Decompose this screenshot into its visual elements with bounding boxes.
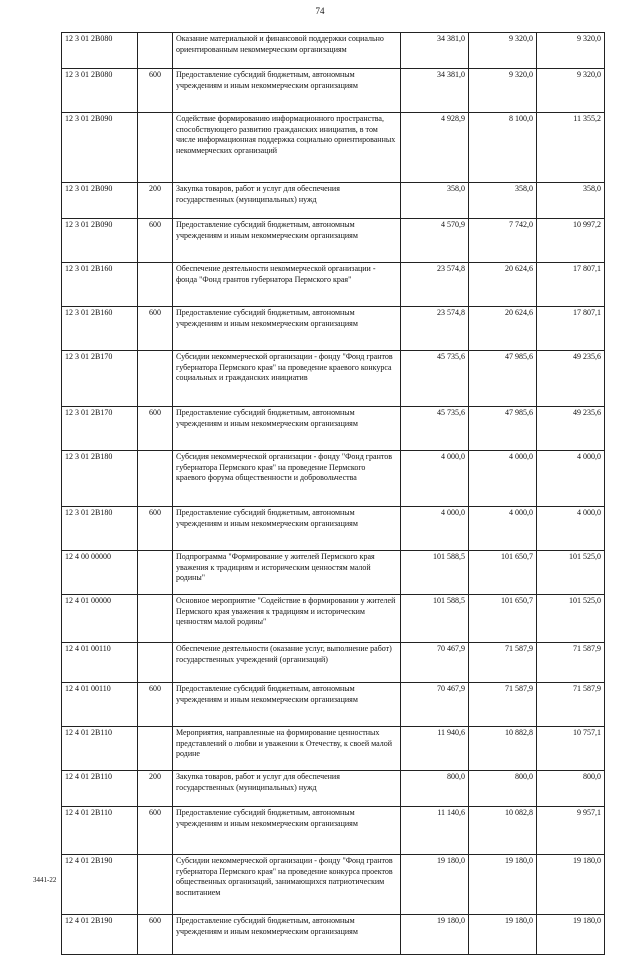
expense-type-cell (138, 727, 173, 771)
table-row (62, 113, 605, 183)
item-name-cell: Оказание материальной и финансовой поддержки социально ориентированным некоммерческим организациям (173, 33, 401, 69)
item-name-cell: Предоставление субсидий бюджетным, автономным учреждениям и иным некоммерческим организациям (173, 69, 401, 113)
item-name-cell: Мероприятия, направленные на формирование ценностных представлений о любви и уважении к Отечеству, к своей малой родине (173, 727, 401, 771)
amount-year-1-cell: 45 735,6 (401, 407, 469, 451)
table-row (62, 507, 605, 551)
table-row (62, 451, 605, 507)
amount-year-1-cell: 19 180,0 (401, 855, 469, 915)
target-code-cell: 12 4 01 2B190 (62, 855, 138, 915)
amount-year-1-cell: 358,0 (401, 183, 469, 219)
item-name-cell: Закупка товаров, работ и услуг для обеспечения государственных (муниципальных) нужд (173, 771, 401, 807)
amount-year-3-cell: 49 235,6 (537, 351, 605, 407)
amount-year-3-cell: 10 757,1 (537, 727, 605, 771)
target-code-cell: 12 4 00 00000 (62, 551, 138, 595)
table-row (62, 727, 605, 771)
expense-type-cell: 600 (138, 69, 173, 113)
amount-year-2-cell: 9 320,0 (469, 69, 537, 113)
expense-type-cell (138, 643, 173, 683)
amount-year-1-cell: 4 928,9 (401, 113, 469, 183)
amount-year-2-cell: 358,0 (469, 183, 537, 219)
amount-year-3-cell: 19 180,0 (537, 855, 605, 915)
target-code-cell: 12 4 01 00000 (62, 595, 138, 643)
target-code-cell: 12 3 01 2B080 (62, 69, 138, 113)
item-name-cell: Предоставление субсидий бюджетным, автономным учреждениям и иным некоммерческим организациям (173, 683, 401, 727)
item-name-cell: Предоставление субсидий бюджетным, автономным учреждениям и иным некоммерческим организациям (173, 219, 401, 263)
target-code-cell: 12 3 01 2B170 (62, 407, 138, 451)
amount-year-2-cell: 4 000,0 (469, 451, 537, 507)
amount-year-2-cell: 10 882,8 (469, 727, 537, 771)
amount-year-3-cell: 9 957,1 (537, 807, 605, 855)
amount-year-3-cell: 358,0 (537, 183, 605, 219)
target-code-cell: 12 3 01 2B180 (62, 451, 138, 507)
target-code-cell: 12 3 01 2B080 (62, 33, 138, 69)
table-row (62, 855, 605, 915)
table-row (62, 183, 605, 219)
page-number: 74 (315, 6, 325, 16)
item-name-cell: Предоставление субсидий бюджетным, автономным учреждениям и иным некоммерческим организациям (173, 507, 401, 551)
amount-year-1-cell: 70 467,9 (401, 683, 469, 727)
target-code-cell: 12 4 01 2B110 (62, 727, 138, 771)
amount-year-2-cell: 10 082,8 (469, 807, 537, 855)
target-code-cell: 12 3 01 2B170 (62, 351, 138, 407)
amount-year-3-cell: 800,0 (537, 771, 605, 807)
item-name-cell: Обеспечение деятельности (оказание услуг, выполнение работ) государственных учреждений (организаций) (173, 643, 401, 683)
item-name-cell: Предоставление субсидий бюджетным, автономным учреждениям и иным некоммерческим организациям (173, 307, 401, 351)
amount-year-2-cell: 19 180,0 (469, 855, 537, 915)
amount-year-3-cell: 9 320,0 (537, 69, 605, 113)
expense-type-cell: 600 (138, 683, 173, 727)
amount-year-2-cell: 101 650,7 (469, 551, 537, 595)
amount-year-3-cell: 49 235,6 (537, 407, 605, 451)
amount-year-1-cell: 34 381,0 (401, 33, 469, 69)
item-name-cell: Предоставление субсидий бюджетным, автономным учреждениям и иным некоммерческим организациям (173, 807, 401, 855)
amount-year-2-cell: 20 624,6 (469, 263, 537, 307)
amount-year-1-cell: 70 467,9 (401, 643, 469, 683)
item-name-cell: Субсидия некоммерческой организации - фонду "Фонд грантов губернатора Пермского края" на проведение Пермского краевого форума общественности и добровольчества (173, 451, 401, 507)
target-code-cell: 12 3 01 2B090 (62, 113, 138, 183)
amount-year-1-cell: 45 735,6 (401, 351, 469, 407)
expense-type-cell (138, 551, 173, 595)
amount-year-2-cell: 19 180,0 (469, 915, 537, 955)
amount-year-3-cell: 4 000,0 (537, 451, 605, 507)
expense-type-cell (138, 855, 173, 915)
amount-year-3-cell: 10 997,2 (537, 219, 605, 263)
table-row (62, 351, 605, 407)
amount-year-1-cell: 101 588,5 (401, 551, 469, 595)
amount-year-2-cell: 800,0 (469, 771, 537, 807)
amount-year-3-cell: 17 807,1 (537, 263, 605, 307)
amount-year-3-cell: 4 000,0 (537, 507, 605, 551)
amount-year-3-cell: 101 525,0 (537, 595, 605, 643)
table-row (62, 595, 605, 643)
target-code-cell: 12 4 01 00110 (62, 683, 138, 727)
amount-year-2-cell: 9 320,0 (469, 33, 537, 69)
expense-type-cell (138, 451, 173, 507)
table-row (62, 219, 605, 263)
target-code-cell: 12 4 01 2B110 (62, 807, 138, 855)
amount-year-3-cell: 17 807,1 (537, 307, 605, 351)
table-row (62, 263, 605, 307)
table-row (62, 915, 605, 955)
amount-year-1-cell: 800,0 (401, 771, 469, 807)
amount-year-1-cell: 4 570,9 (401, 219, 469, 263)
amount-year-2-cell: 101 650,7 (469, 595, 537, 643)
expense-type-cell: 600 (138, 507, 173, 551)
table-row (62, 643, 605, 683)
amount-year-1-cell: 101 588,5 (401, 595, 469, 643)
amount-year-3-cell: 71 587,9 (537, 643, 605, 683)
amount-year-1-cell: 23 574,8 (401, 263, 469, 307)
target-code-cell: 12 3 01 2B160 (62, 307, 138, 351)
amount-year-3-cell: 19 180,0 (537, 915, 605, 955)
amount-year-2-cell: 4 000,0 (469, 507, 537, 551)
amount-year-2-cell: 8 100,0 (469, 113, 537, 183)
table-row (62, 771, 605, 807)
expense-type-cell: 600 (138, 915, 173, 955)
target-code-cell: 12 3 01 2B180 (62, 507, 138, 551)
target-code-cell: 12 3 01 2B090 (62, 219, 138, 263)
item-name-cell: Подпрограмма "Формирование у жителей Пермского края уважения к традициям и историческим ценностям малой родины" (173, 551, 401, 595)
target-code-cell: 12 4 01 2B190 (62, 915, 138, 955)
expense-type-cell (138, 595, 173, 643)
expense-type-cell: 600 (138, 807, 173, 855)
amount-year-3-cell: 71 587,9 (537, 683, 605, 727)
item-name-cell: Содействие формированию информационного пространства, способствующего развитию гражданских инициатив, в том числе информационная поддержка социально ориентированных некоммерческих организаций (173, 113, 401, 183)
target-code-cell: 12 4 01 2B110 (62, 771, 138, 807)
target-code-cell: 12 4 01 00110 (62, 643, 138, 683)
item-name-cell: Субсидии некоммерческой организации - фонду "Фонд грантов губернатора Пермского края" на проведение краевого конкурса социальных и гражданских инициатив (173, 351, 401, 407)
item-name-cell: Субсидии некоммерческой организации - фонду "Фонд грантов губернатора Пермского края" на проведение конкурса проектов общественных организаций, занимающихся патриотическим воспитанием (173, 855, 401, 915)
amount-year-1-cell: 34 381,0 (401, 69, 469, 113)
table-row (62, 307, 605, 351)
amount-year-1-cell: 19 180,0 (401, 915, 469, 955)
expense-type-cell (138, 263, 173, 307)
item-name-cell: Предоставление субсидий бюджетным, автономным учреждениям и иным некоммерческим организациям (173, 915, 401, 955)
amount-year-3-cell: 101 525,0 (537, 551, 605, 595)
expense-type-cell: 600 (138, 307, 173, 351)
expense-type-cell: 600 (138, 219, 173, 263)
table-row (62, 33, 605, 69)
target-code-cell: 12 3 01 2B090 (62, 183, 138, 219)
item-name-cell: Предоставление субсидий бюджетным, автономным учреждениям и иным некоммерческим организациям (173, 407, 401, 451)
target-code-cell: 12 3 01 2B160 (62, 263, 138, 307)
amount-year-2-cell: 71 587,9 (469, 643, 537, 683)
amount-year-2-cell: 71 587,9 (469, 683, 537, 727)
amount-year-1-cell: 23 574,8 (401, 307, 469, 351)
amount-year-3-cell: 9 320,0 (537, 33, 605, 69)
amount-year-2-cell: 7 742,0 (469, 219, 537, 263)
amount-year-2-cell: 20 624,6 (469, 307, 537, 351)
amount-year-3-cell: 11 355,2 (537, 113, 605, 183)
expense-type-cell (138, 33, 173, 69)
expense-type-cell: 600 (138, 407, 173, 451)
amount-year-1-cell: 4 000,0 (401, 451, 469, 507)
amount-year-1-cell: 11 940,6 (401, 727, 469, 771)
amount-year-2-cell: 47 985,6 (469, 351, 537, 407)
table-row (62, 683, 605, 727)
table-row (62, 407, 605, 451)
expense-type-cell (138, 113, 173, 183)
expense-type-cell: 200 (138, 183, 173, 219)
amount-year-1-cell: 4 000,0 (401, 507, 469, 551)
table-row (62, 807, 605, 855)
amount-year-1-cell: 11 140,6 (401, 807, 469, 855)
item-name-cell: Обеспечение деятельности некоммерческой организации - фонда "Фонд грантов губернатора Пермского края" (173, 263, 401, 307)
footer-code: 3441-22 (33, 876, 57, 884)
budget-table (61, 32, 605, 955)
expense-type-cell (138, 351, 173, 407)
table-row (62, 551, 605, 595)
item-name-cell: Закупка товаров, работ и услуг для обеспечения государственных (муниципальных) нужд (173, 183, 401, 219)
item-name-cell: Основное мероприятие "Содействие в формировании у жителей Пермского края уважения к традициям и историческим ценностям малой родины" (173, 595, 401, 643)
amount-year-2-cell: 47 985,6 (469, 407, 537, 451)
table-row (62, 69, 605, 113)
expense-type-cell: 200 (138, 771, 173, 807)
